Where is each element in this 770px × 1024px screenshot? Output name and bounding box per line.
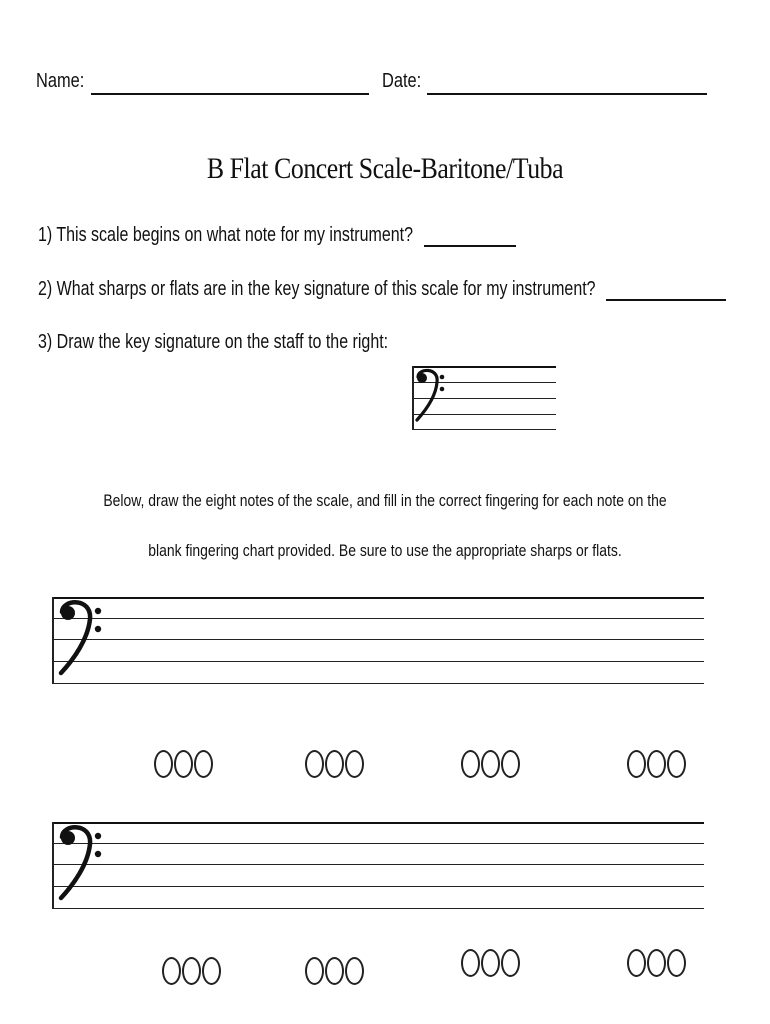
valve-circle[interactable] — [162, 957, 181, 985]
name-label: Name: — [36, 70, 85, 92]
valve-circle[interactable] — [325, 957, 344, 985]
valve-circle[interactable] — [627, 750, 646, 778]
instructions-line-1: Below, draw the eight notes of the scale, and fill in the correct fingering for each note on the — [103, 491, 667, 510]
fingering-chart-8[interactable] — [627, 949, 686, 977]
bass-clef-icon — [58, 824, 102, 904]
staff-barline — [52, 597, 54, 684]
staff-barline — [412, 366, 414, 430]
question-2-answer-field[interactable] — [606, 299, 726, 301]
valve-circle[interactable] — [461, 750, 480, 778]
fingering-chart-2[interactable] — [305, 750, 364, 778]
valve-circle[interactable] — [305, 957, 324, 985]
staff-line — [52, 661, 704, 662]
staff-line — [52, 908, 704, 909]
valve-circle[interactable] — [481, 949, 500, 977]
valve-circle[interactable] — [647, 949, 666, 977]
date-field[interactable] — [427, 93, 707, 95]
scale-staff-2[interactable] — [52, 822, 704, 912]
question-1: 1) This scale begins on what note for my instrument? — [38, 224, 413, 246]
scale-staff-1[interactable] — [52, 597, 704, 687]
valve-circle[interactable] — [647, 750, 666, 778]
valve-circle[interactable] — [305, 750, 324, 778]
fingering-chart-3[interactable] — [461, 750, 520, 778]
staff-line — [52, 639, 704, 640]
name-field[interactable] — [91, 93, 369, 95]
fingering-chart-4[interactable] — [627, 750, 686, 778]
fingering-chart-7[interactable] — [461, 949, 520, 977]
valve-circle[interactable] — [461, 949, 480, 977]
valve-circle[interactable] — [667, 949, 686, 977]
date-label: Date: — [382, 70, 422, 92]
staff-line — [412, 429, 556, 430]
staff-line — [52, 822, 704, 824]
staff-line — [52, 886, 704, 887]
bass-clef-icon — [58, 599, 102, 679]
valve-circle[interactable] — [501, 949, 520, 977]
valve-circle[interactable] — [325, 750, 344, 778]
valve-circle[interactable] — [154, 750, 173, 778]
valve-circle[interactable] — [481, 750, 500, 778]
staff-line — [52, 597, 704, 599]
fingering-chart-1[interactable] — [154, 750, 213, 778]
instructions-line-2: blank fingering chart provided. Be sure to use the appropriate sharps or flats. — [148, 541, 622, 560]
key-signature-staff[interactable] — [412, 366, 556, 432]
staff-line — [52, 843, 704, 844]
valve-circle[interactable] — [182, 957, 201, 985]
valve-circle[interactable] — [501, 750, 520, 778]
staff-line — [52, 683, 704, 684]
valve-circle[interactable] — [174, 750, 193, 778]
bass-clef-icon — [415, 368, 445, 426]
valve-circle[interactable] — [627, 949, 646, 977]
fingering-chart-6[interactable] — [305, 957, 364, 985]
valve-circle[interactable] — [667, 750, 686, 778]
valve-circle[interactable] — [345, 957, 364, 985]
valve-circle[interactable] — [194, 750, 213, 778]
valve-circle[interactable] — [202, 957, 221, 985]
staff-line — [52, 618, 704, 619]
question-3: 3) Draw the key signature on the staff to the right: — [38, 331, 389, 353]
staff-line — [52, 864, 704, 865]
valve-circle[interactable] — [345, 750, 364, 778]
question-1-answer-field[interactable] — [424, 245, 516, 247]
question-2: 2) What sharps or flats are in the key signature of this scale for my instrument? — [38, 278, 596, 300]
fingering-chart-5[interactable] — [162, 957, 221, 985]
worksheet-title: B Flat Concert Scale-Baritone/Tuba — [206, 152, 564, 185]
staff-barline — [52, 822, 54, 909]
